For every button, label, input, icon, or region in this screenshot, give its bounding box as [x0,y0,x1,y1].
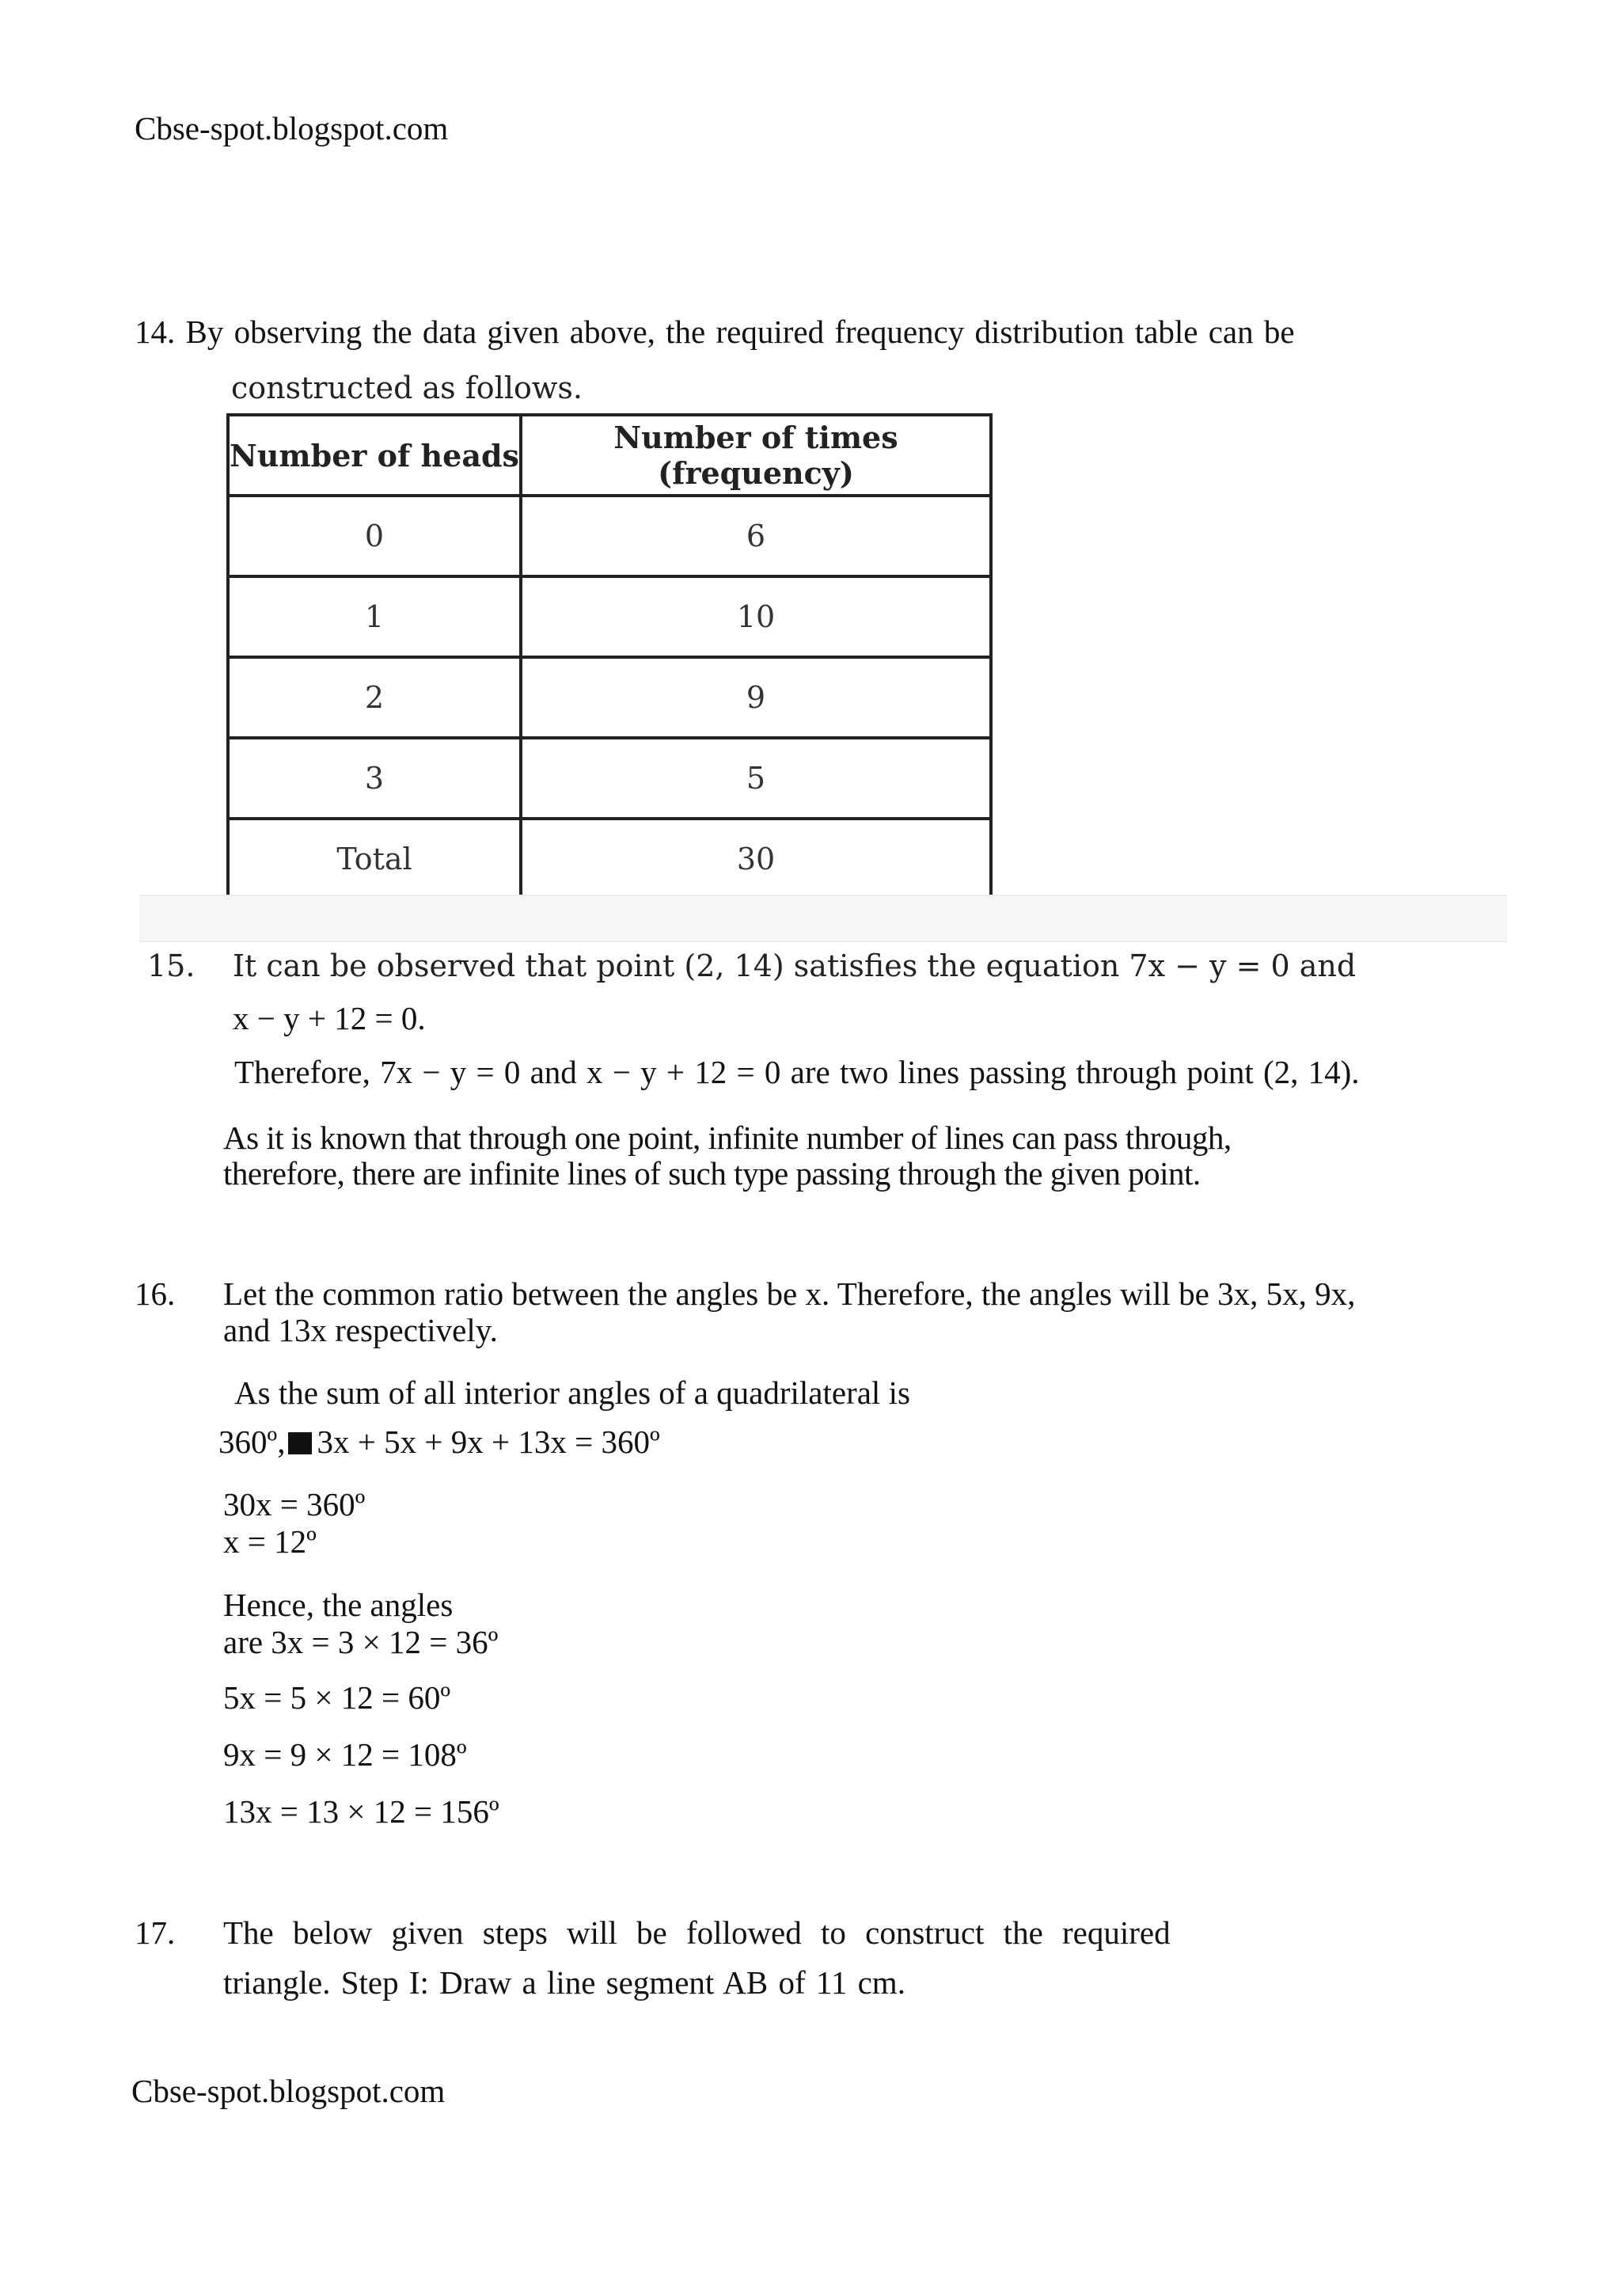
table-cell: 9 [521,657,991,738]
q14-line-1: 14. By observing the data given above, the required frequency distribution table can be [135,314,1295,350]
q17-line-2: triangle. Step I: Draw a line segment AB of 11 cm. [223,1964,905,2001]
q16-line-9: 5x = 5 × 12 = 60º [223,1679,451,1716]
table-row [228,576,991,657]
page-header: Cbse-spot.blogspot.com [135,110,449,146]
q14-line-2: constructed as follows. [231,371,583,405]
q16-line-10: 9x = 9 × 12 = 108º [223,1736,467,1773]
table-header-row [228,415,991,496]
q16-line-1: Let the common ratio between the angles be x. Therefore, the angles will be 3x, 5x, 9x, [223,1275,1356,1312]
table-header: Number of heads [228,415,521,496]
q17-number: 17. [135,1914,176,1951]
table-row [228,738,991,819]
q16-number: 16. [135,1275,176,1312]
q17-line-1: The below given steps will be followed to construct the required [223,1914,1171,1951]
q16-line-8: are 3x = 3 × 12 = 36º [223,1624,499,1660]
q16-line-7: Hence, the angles [223,1587,454,1623]
q15-number: 15. [147,948,196,983]
table-cell: 3 [228,738,521,819]
table-header: Number of times (frequency) [521,415,991,496]
table-cell: 2 [228,657,521,738]
q15-line-2: x − y + 12 = 0. [233,1000,426,1036]
q15-line-5: therefore, there are infinite lines of such type passing through the given point. [223,1155,1201,1192]
table-cell: Total [228,819,521,899]
table-cell: 30 [521,819,991,899]
q16-line-11: 13x = 13 × 12 = 156º [223,1793,499,1830]
therefore-symbol-icon [288,1432,312,1454]
q15-line-3: Therefore, 7x − y = 0 and x − y + 12 = 0 are two lines passing through point (2, 14). [234,1054,1360,1090]
page-footer: Cbse-spot.blogspot.com [131,2073,446,2109]
q16-line-5: 30x = 360º [223,1486,366,1522]
table-row [228,496,991,576]
table-cell: 0 [228,496,521,576]
q16-line-3: As the sum of all interior angles of a quadrilateral is [234,1374,910,1411]
table-cell: 6 [521,496,991,576]
q16-line-4a: 360º, [218,1424,286,1460]
table-row [228,819,991,899]
q16-line-6: x = 12º [223,1523,317,1560]
table-cell: 5 [521,738,991,819]
q15-line-1: It can be observed that point (2, 14) satisfies the equation 7x − y = 0 and [233,948,1357,983]
q16-line-4b: 3x + 5x + 9x + 13x = 360º [317,1424,660,1460]
q16-line-2: and 13x respectively. [223,1312,498,1348]
table-cell: 1 [228,576,521,657]
q16-line-4 [218,1423,660,1461]
table-row [228,657,991,738]
scan-divider [139,895,1507,942]
q15-line-4: As it is known that through one point, infinite number of lines can pass through, [223,1119,1232,1156]
table-cell: 10 [521,576,991,657]
frequency-table [226,413,993,901]
